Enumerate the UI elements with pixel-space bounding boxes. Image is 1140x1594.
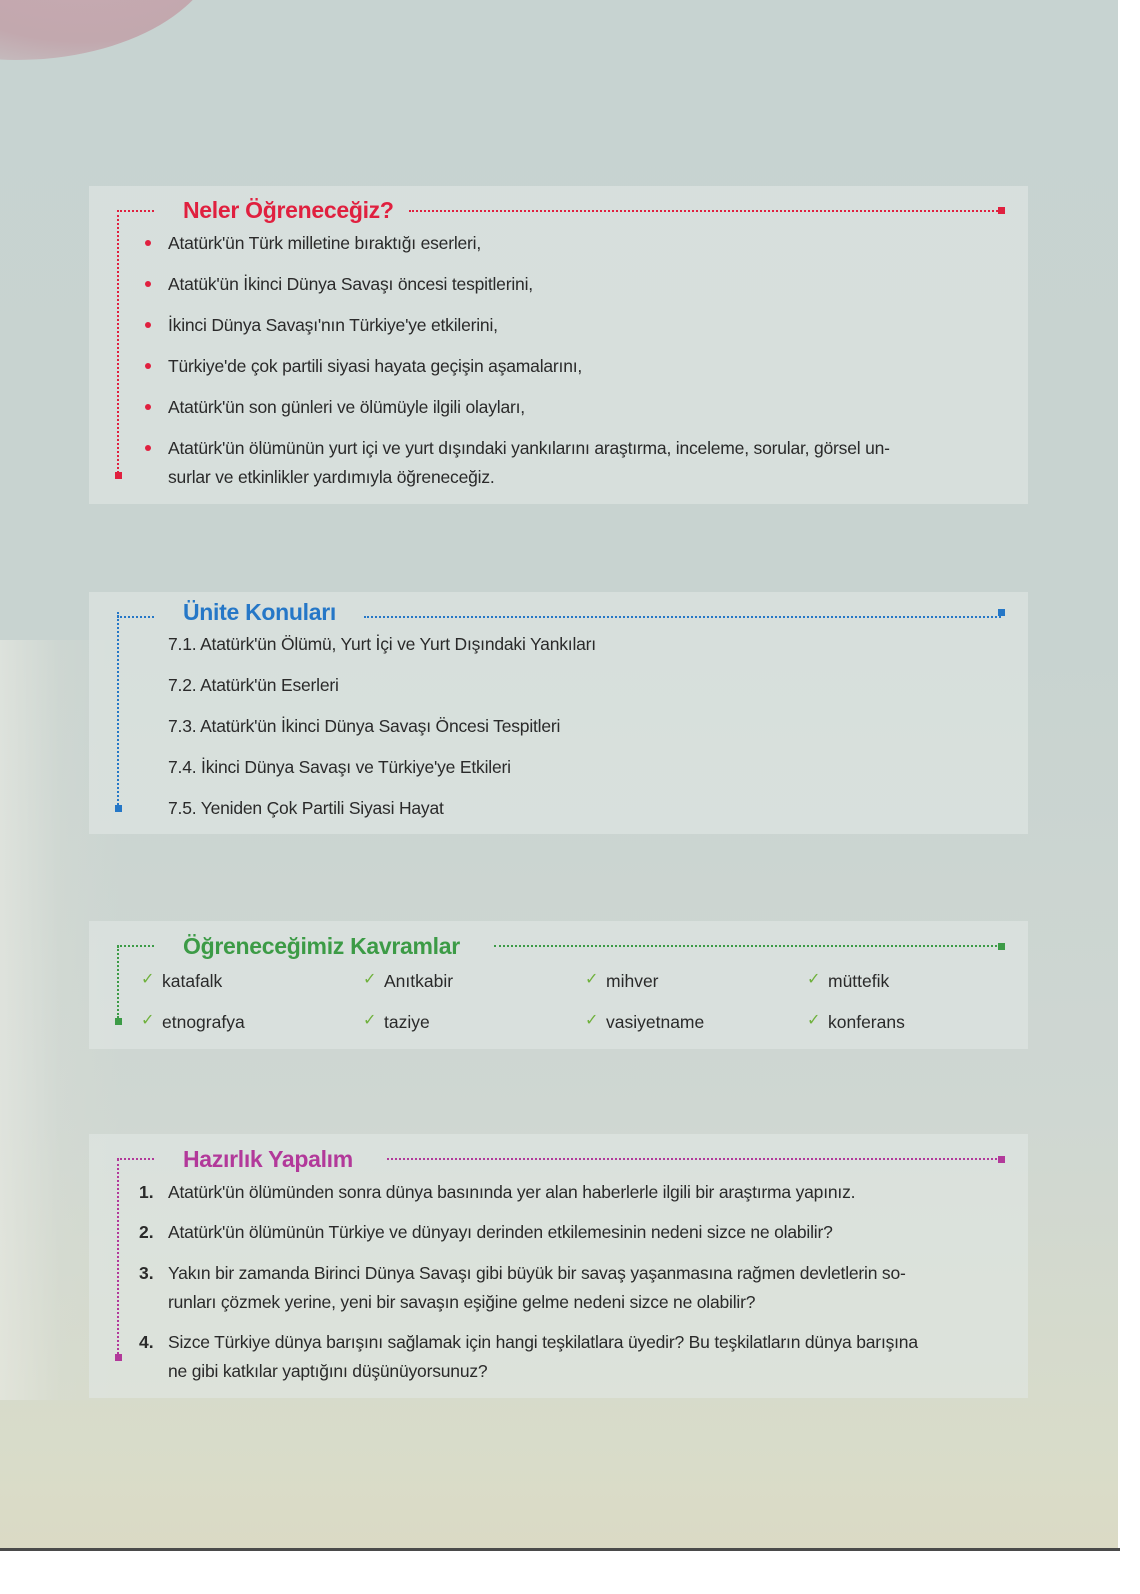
check-icon: ✓ — [363, 971, 377, 988]
question-line: Yakın bir zamanda Birinci Dünya Savaşı gibi büyük bir savaş yaşanmasına rağmen devletlerin so- — [168, 1263, 906, 1283]
frame-end-marker — [998, 609, 1005, 616]
learning-item-continued: surlar ve etkinlikler yardımıyla öğreneceğiz. — [168, 467, 495, 487]
frame-end-marker — [115, 805, 122, 812]
page-edge — [1118, 0, 1140, 1594]
bullet — [145, 404, 151, 410]
concept-item: Anıtkabir — [384, 971, 454, 991]
question-line-continued: ne gibi katkılar yaptığını düşünüyorsunuz? — [168, 1361, 488, 1381]
learning-item: İkinci Dünya Savaşı'nın Türkiye'ye etkilerini, — [168, 315, 498, 335]
bullet — [145, 445, 151, 451]
bullet — [145, 281, 151, 287]
check-icon: ✓ — [585, 971, 599, 988]
concept-item: etnografya — [162, 1012, 245, 1032]
question-line: Sizce Türkiye dünya barışını sağlamak için hangi teşkilatlara üyedir? Bu teşkilatların dünya barışına — [168, 1332, 918, 1352]
check-icon: ✓ — [141, 1012, 155, 1029]
topic-item: 7.1. Atatürk'ün Ölümü, Yurt İçi ve Yurt Dışındaki Yankıları — [168, 634, 596, 654]
learning-title: Neler Öğreneceğiz? — [183, 197, 394, 223]
question-line-continued: runları çözmek yerine, yeni bir savaşın eşiğine gelme nedeni sizce ne olabilir? — [168, 1292, 756, 1312]
frame-end-marker — [115, 1018, 122, 1025]
check-icon: ✓ — [363, 1012, 377, 1029]
learning-objectives-box — [89, 186, 1028, 504]
topic-item: 7.5. Yeniden Çok Partili Siyasi Hayat — [168, 798, 444, 818]
page-bottom-margin — [0, 1551, 1140, 1594]
check-icon: ✓ — [807, 1012, 821, 1029]
question-line: Atatürk'ün ölümünden sonra dünya basınında yer alan haberlerle ilgili bir araştırma yapınız. — [168, 1182, 856, 1202]
frame-end-marker — [998, 1156, 1005, 1163]
learning-item: Atatürk'ün ölümünün yurt içi ve yurt dışındaki yankılarını araştırma, inceleme, sorular, görsel un- — [168, 438, 890, 458]
question-number: 1. — [139, 1182, 154, 1202]
check-icon: ✓ — [585, 1012, 599, 1029]
frame-end-marker — [998, 943, 1005, 950]
frame-end-marker — [115, 472, 122, 479]
bullet — [145, 322, 151, 328]
topic-item: 7.3. Atatürk'ün İkinci Dünya Savaşı Öncesi Tespitleri — [168, 716, 561, 736]
concepts-title: Öğreneceğimiz Kavramlar — [183, 933, 460, 959]
concept-item: mihver — [606, 971, 659, 991]
question-line: Atatürk'ün ölümünün Türkiye ve dünyayı derinden etkilemesinin nedeni sizce ne olabilir? — [168, 1222, 833, 1242]
frame-end-marker — [998, 207, 1005, 214]
unit-topics-box — [89, 592, 1028, 834]
preparation-title: Hazırlık Yapalım — [183, 1146, 353, 1172]
topic-item: 7.2. Atatürk'ün Eserleri — [168, 675, 339, 695]
learning-item: Atatük'ün İkinci Dünya Savaşı öncesi tespitlerini, — [168, 274, 533, 294]
check-icon: ✓ — [141, 971, 155, 988]
concepts-box — [89, 921, 1028, 1049]
corner-decoration — [0, 0, 220, 60]
learning-item: Türkiye'de çok partili siyasi hayata geçişin aşamalarını, — [168, 356, 583, 376]
learning-item: Atatürk'ün son günleri ve ölümüyle ilgili olayları, — [168, 397, 525, 417]
concept-item: konferans — [828, 1012, 905, 1032]
check-icon: ✓ — [807, 971, 821, 988]
preparation-box — [89, 1134, 1028, 1398]
question-number: 3. — [139, 1263, 154, 1283]
learning-item: Atatürk'ün Türk milletine bıraktığı eserleri, — [168, 233, 482, 253]
concept-item: taziye — [384, 1012, 430, 1032]
bullet — [145, 240, 151, 246]
topics-title: Ünite Konuları — [183, 599, 336, 625]
concept-item: katafalk — [162, 971, 223, 991]
frame-end-marker — [115, 1354, 122, 1361]
concept-item: vasiyetname — [606, 1012, 705, 1032]
bullet — [145, 363, 151, 369]
question-number: 2. — [139, 1222, 154, 1242]
concept-item: müttefik — [828, 971, 890, 991]
topic-item: 7.4. İkinci Dünya Savaşı ve Türkiye'ye Etkileri — [168, 757, 511, 777]
question-number: 4. — [139, 1332, 154, 1352]
